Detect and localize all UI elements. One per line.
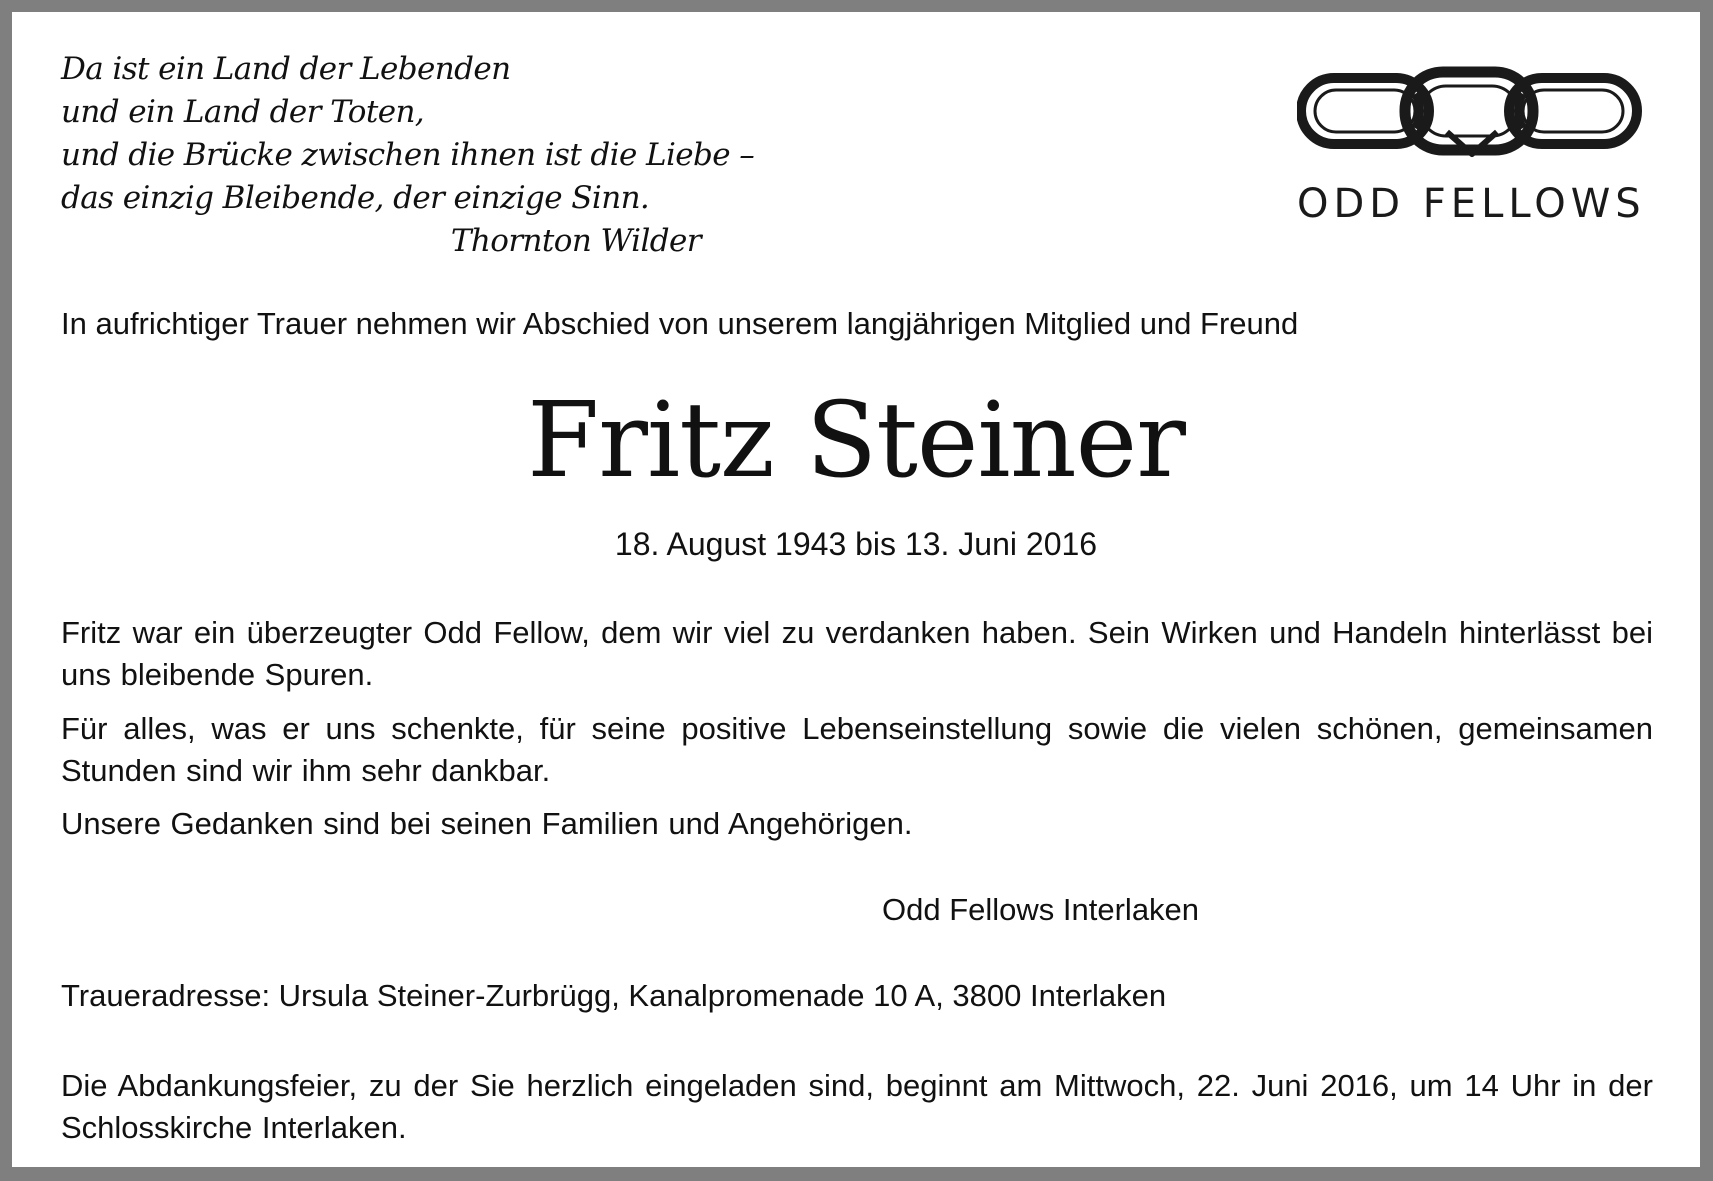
quote-line: das einzig Bleibende, der einzige Sinn.: [61, 180, 650, 216]
three-chain-links-icon: [1297, 64, 1642, 164]
ceremony-info: Die Abdankungsfeier, zu der Sie herzlich eingeladen sind, beginnt am Mittwoch, 22. Juni 2016, um 14 Uhr in der Schlosskirche Interlaken.: [61, 1068, 1653, 1145]
quote-block: [61, 48, 755, 263]
odd-fellows-logo: [1297, 64, 1646, 234]
quote-line: und die Brücke zwischen ihnen ist die Liebe –: [61, 137, 755, 173]
life-dates: 18. August 1943 bis 13. Juni 2016: [614, 526, 1098, 562]
logo-wordmark: ODD FELLOWS: [1297, 181, 1646, 227]
intro-text: In aufrichtiger Trauer nehmen wir Abschied von unserem langjährigen Mitglied und Freund: [61, 306, 1299, 341]
deceased-name: Fritz Steiner: [527, 379, 1185, 501]
paragraph: Fritz war ein überzeugter Odd Fellow, dem wir viel zu verdanken haben. Sein Wirken und Handeln hinterlässt bei uns bleibende Spuren.: [61, 615, 1653, 692]
paragraph: Für alles, was er uns schenkte, für seine positive Lebenseinstellung sowie die vielen schönen, gemeinsamen Stunden sind wir ihm sehr dankbar.: [61, 711, 1653, 788]
mourning-address: Traueradresse: Ursula Steiner-Zurbrügg, Kanalpromenade 10 A, 3800 Interlaken: [61, 978, 1167, 1013]
obituary-notice: [12, 12, 1700, 1167]
quote-line: Da ist ein Land der Lebenden: [61, 51, 511, 87]
paragraph: Unsere Gedanken sind bei seinen Familien und Angehörigen.: [61, 806, 913, 841]
quote-author: Thornton Wilder: [450, 223, 701, 259]
quote-line: und ein Land der Toten,: [61, 94, 425, 130]
signature: Odd Fellows Interlaken: [882, 892, 1200, 927]
